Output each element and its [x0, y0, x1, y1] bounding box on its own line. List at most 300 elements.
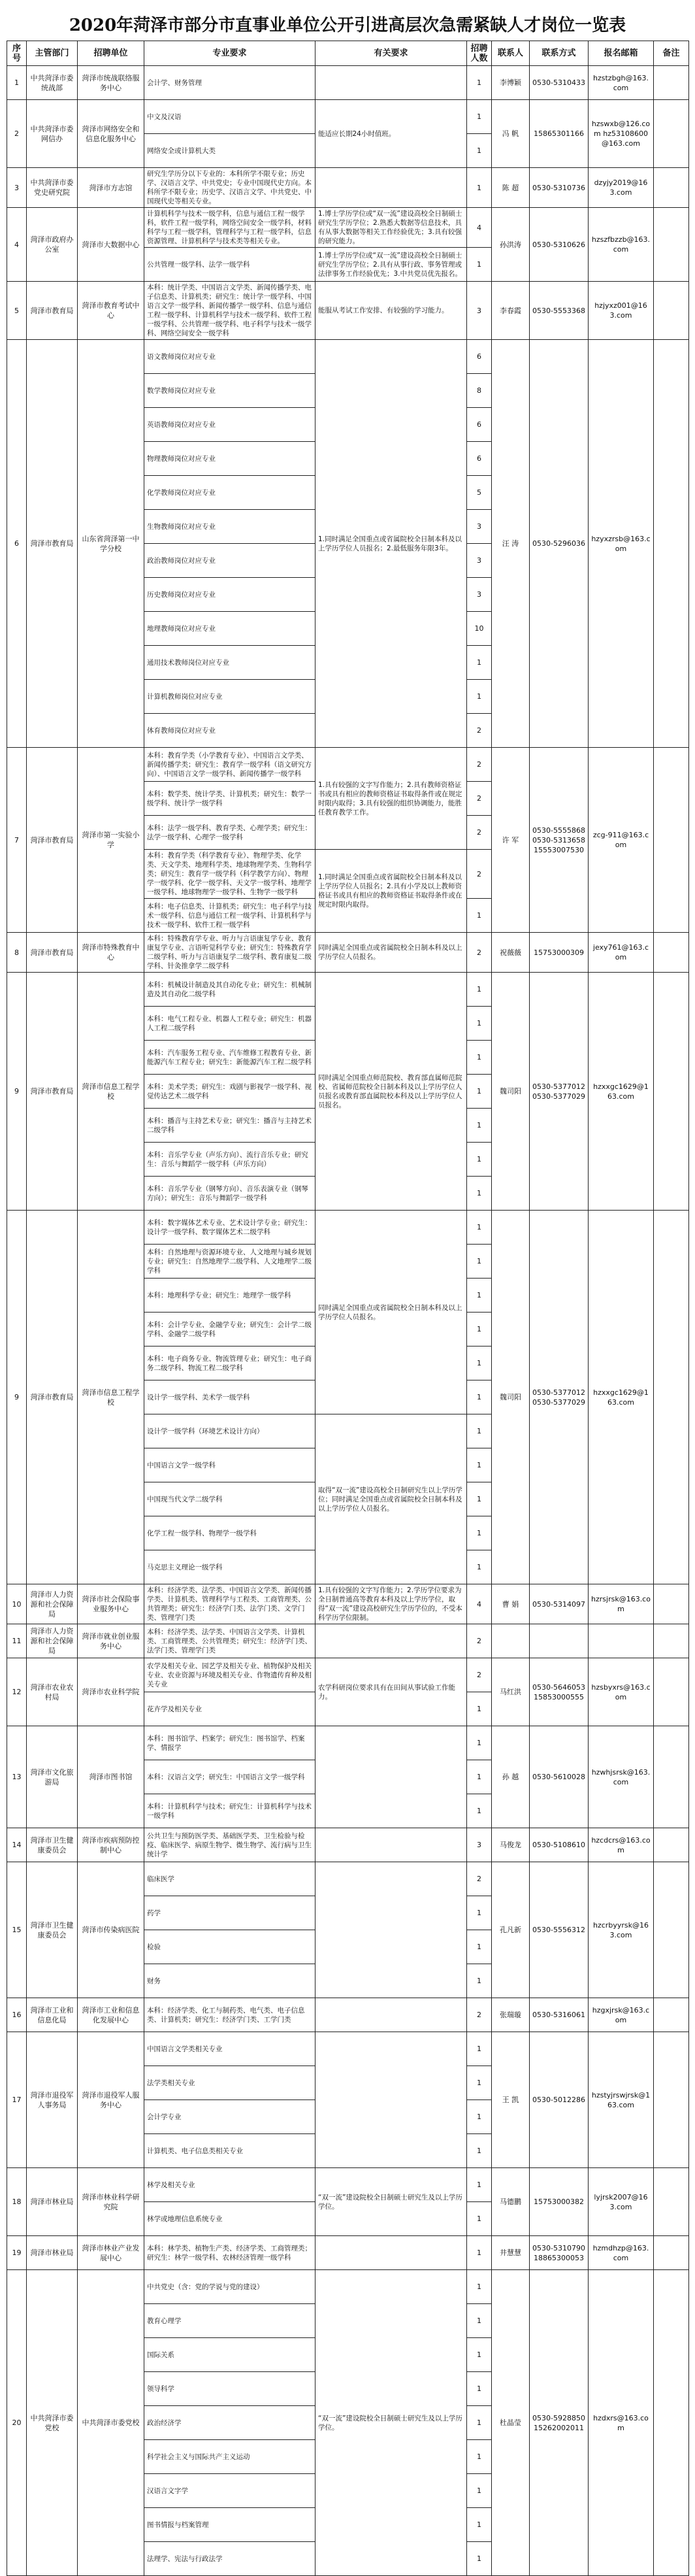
cell-count: 1 [467, 1143, 492, 1177]
cell-count: 1 [467, 1211, 492, 1245]
cell-count: 1 [467, 1380, 492, 1414]
cell-major: 本科：机械设计制造及其自动化专业；研究生：机械制造及其自动化二级学科 [144, 973, 315, 1007]
cell-note [654, 1862, 689, 1998]
cell-major: 化学工程一级学科、物理学一级学科 [144, 1516, 315, 1550]
cell-no: 13 [7, 1726, 27, 1828]
cell-count: 2 [467, 714, 492, 748]
cell-major: 本科：电气工程专业、机器人工程专业；研究生：机器人工程二级学科 [144, 1007, 315, 1041]
cell-phone: 0530-5314097 [530, 1584, 589, 1624]
cell-unit: 菏泽市退役军人服务中心 [78, 2032, 144, 2168]
cell-email: zcg-911@163.com [589, 748, 654, 933]
cell-contact: 魏司阳 [492, 1211, 530, 1584]
cell-note [654, 340, 689, 748]
cell-major: 本科：特殊教育学专业、听力与言语康复学专业、教育康复学专业、言语听觉科学专业；研究生：特殊教育学二级学科、听力与言语康复学二级学科、教育康复二级学科、针灸推拿学二级学科 [144, 933, 315, 973]
cell-req: 取得“双一流”建设高校全日制研究生以上学历学位；同时满足全国重点或省属院校全日制本科及以上学历学位人员报名。 [315, 1414, 467, 1584]
cell-count: 1 [467, 66, 492, 100]
cell-major: 花卉学及相关专业 [144, 1692, 315, 1726]
cell-major: 英语教师岗位对应专业 [144, 408, 315, 442]
cell-count: 1 [467, 1726, 492, 1760]
cell-req: 1.博士学历学位或“双一流”建设高校全日制硕士研究生学历学位；2.具有从事行政、事务管理或法律事务工作经验优先；3.中共党员优先报名。 [315, 248, 467, 282]
cell-major: 本科：自然地理与资源环境专业、人文地理与城乡规划专业；研究生：自然地理学二级学科、人文地理学二级学科 [144, 1245, 315, 1279]
table-header [7, 41, 689, 66]
cell-count: 1 [467, 1245, 492, 1279]
cell-note [654, 168, 689, 208]
cell-major: 公共卫生与预防医学类、基础医学类、卫生检验与检疫、临床医学、病原生物学、微生物学、流行病与卫生统计学 [144, 1828, 315, 1862]
cell-no: 15 [7, 1862, 27, 1998]
cell-count: 1 [467, 2168, 492, 2202]
cell-dept: 菏泽市人力资源和社会保障局 [27, 1624, 78, 1658]
cell-no: 5 [7, 282, 27, 340]
cell-note [654, 973, 689, 1211]
cell-count: 2 [467, 850, 492, 899]
cell-count: 3 [467, 544, 492, 578]
cell-count: 3 [467, 1828, 492, 1862]
cell-major: 本科：音乐学专业（声乐方向）、流行音乐专业；研究生：音乐与舞蹈学一级学科（声乐方向） [144, 1143, 315, 1177]
cell-unit: 菏泽市特殊教育中心 [78, 933, 144, 973]
table-row [7, 1998, 689, 2032]
cell-count: 1 [467, 646, 492, 680]
cell-unit: 菏泽市信息工程学校 [78, 973, 144, 1211]
cell-phone: 15753000309 [530, 933, 589, 973]
cell-major: 本科：汉语言文学；研究生：中国语言文学一级学科 [144, 1760, 315, 1794]
cell-unit: 菏泽市林业产业发展中心 [78, 2236, 144, 2270]
table-row [7, 2236, 689, 2270]
cell-no: 12 [7, 1658, 27, 1726]
cell-phone: 0530-5310790 18865300053 [530, 2236, 589, 2270]
table-row [7, 2032, 689, 2066]
cell-dept: 菏泽市教育局 [27, 748, 78, 933]
cell-note [654, 2032, 689, 2168]
col-header-email: 报名邮箱 [589, 41, 654, 66]
cell-major: 图书情报与档案管理 [144, 2508, 315, 2542]
cell-note [654, 282, 689, 340]
cell-no: 17 [7, 2032, 27, 2168]
cell-contact: 孔凡新 [492, 1862, 530, 1998]
cell-count: 3 [467, 282, 492, 340]
cell-major: 本科：数字媒体艺术专业、艺术设计学专业；研究生：设计学一级学科、数字媒体艺术二级学科 [144, 1211, 315, 1245]
cell-email: hzrsjrsk@163.com [589, 1584, 654, 1624]
cell-contact [492, 1624, 530, 1658]
header-row [7, 41, 689, 66]
cell-count: 1 [467, 1930, 492, 1964]
cell-email: hzcrbyyrsk@163.com [589, 1862, 654, 1998]
cell-major: 政治教师岗位对应专业 [144, 544, 315, 578]
cell-major: 公共管理一级学科、法学一级学科 [144, 248, 315, 282]
col-header-major: 专业要求 [144, 41, 315, 66]
cell-note [654, 2270, 689, 2576]
cell-count: 1 [467, 2100, 492, 2134]
cell-unit: 菏泽市社会保险事业服务中心 [78, 1584, 144, 1624]
cell-unit: 菏泽市网络安全和信息化服务中心 [78, 100, 144, 168]
cell-note [654, 2168, 689, 2236]
table-row [7, 340, 689, 374]
cell-count: 1 [467, 1109, 492, 1143]
cell-major: 法理学、宪法与行政法学 [144, 2542, 315, 2576]
cell-email: hzswxb@126.com hz53108600@163.com [589, 100, 654, 168]
cell-count: 1 [467, 1896, 492, 1930]
cell-req: 同时满足全国重点或省属院校全日制本科及以上学历学位人员报名。 [315, 1211, 467, 1414]
cell-major: 计算机教师岗位对应专业 [144, 680, 315, 714]
cell-no: 2 [7, 100, 27, 168]
cell-count: 1 [467, 680, 492, 714]
cell-dept: 菏泽市教育局 [27, 933, 78, 973]
cell-major: 本科：教育学类（科学教育专业）、物理学类、化学类、天文学类、地理科学类、地球物理学类、生物科学类；研究生：教育学一级学科（科学教学方向）、物理学一级学科、化学一级学科、天文学一级学科、地理学一级学科、地球物理学一级学科、生物学一级学科 [144, 850, 315, 899]
cell-count: 1 [467, 2440, 492, 2474]
cell-count: 1 [467, 1448, 492, 1482]
cell-count: 1 [467, 1760, 492, 1794]
cell-major: 农学及相关专业、园艺学及相关专业、植物保护及相关专业、农业资源与环境及相关专业、作物遗传育种及相关专业 [144, 1658, 315, 1692]
cell-count: 1 [467, 134, 492, 168]
cell-no: 20 [7, 2270, 27, 2576]
cell-count: 8 [467, 374, 492, 408]
cell-major: 物理教师岗位对应专业 [144, 442, 315, 476]
cell-req [315, 66, 467, 100]
cell-count: 1 [467, 100, 492, 134]
cell-phone: 0530-5316061 [530, 1998, 589, 2032]
cell-contact: 井慧慧 [492, 2236, 530, 2270]
cell-major: 会计学专业 [144, 2100, 315, 2134]
cell-phone: 0530-5108610 [530, 1828, 589, 1862]
cell-dept: 菏泽市卫生健康委员会 [27, 1862, 78, 1998]
cell-contact: 张瑞璇 [492, 1998, 530, 2032]
table-row [7, 208, 689, 248]
cell-count: 1 [467, 1516, 492, 1550]
cell-count: 1 [467, 1041, 492, 1075]
cell-major: 本科：数学类、统计学类、计算机类；研究生：数学一级学科、统计学一级学科 [144, 782, 315, 816]
cell-major: 本科：经济学类、法学类、中国语言文学类、计算机类、工商管理类、公共管理类；研究生：经济学门类、法学门类、管理学门类 [144, 1624, 315, 1658]
cell-count: 1 [467, 2032, 492, 2066]
cell-major: 本科：电子信息类、计算机类；研究生：电子科学与技术一级学科、信息与通信工程一级学科、计算机科学与技术一级学科、软件工程一级学科 [144, 899, 315, 933]
cell-count: 1 [467, 248, 492, 282]
cell-phone: 0530-5310736 [530, 168, 589, 208]
cell-phone: 15865301166 [530, 100, 589, 168]
cell-unit: 菏泽市疾病预防控制中心 [78, 1828, 144, 1862]
cell-phone: 15753000382 [530, 2168, 589, 2236]
table-row [7, 2168, 689, 2202]
table-row [7, 282, 689, 340]
cell-contact: 祝薇薇 [492, 933, 530, 973]
cell-unit: 菏泽市传染病医院 [78, 1862, 144, 1998]
table-row [7, 100, 689, 134]
cell-unit: 菏泽市农业科学院 [78, 1658, 144, 1726]
cell-major: 本科：计算机科学与技术；研究生：计算机科学与技术一级学科 [144, 1794, 315, 1828]
cell-major: 教育心理学 [144, 2304, 315, 2338]
col-header-dept: 主管部门 [27, 41, 78, 66]
cell-phone: 0530-5556312 [530, 1862, 589, 1998]
cell-phone [530, 1624, 589, 1658]
cell-note [654, 100, 689, 168]
cell-req [315, 1862, 467, 1998]
cell-count: 1 [467, 1692, 492, 1726]
cell-contact: 许 军 [492, 748, 530, 933]
cell-count: 1 [467, 1075, 492, 1109]
cell-dept: 菏泽市教育局 [27, 340, 78, 748]
cell-email: hzwhjsrsk@163.com [589, 1726, 654, 1828]
cell-dept: 菏泽市人力资源和社会保障局 [27, 1584, 78, 1624]
cell-major: 财务 [144, 1964, 315, 1998]
cell-contact: 冯 帆 [492, 100, 530, 168]
cell-major: 本科：林学类、植物生产类、经济学类、工商管理类；研究生：林学一级学科、农林经济管理一级学科 [144, 2236, 315, 2270]
cell-contact: 陈 超 [492, 168, 530, 208]
cell-phone: 0530-5310433 [530, 66, 589, 100]
cell-major: 体育教师岗位对应专业 [144, 714, 315, 748]
col-header-req: 有关要求 [315, 41, 467, 66]
cell-no: 6 [7, 340, 27, 748]
table-row [7, 1862, 689, 1896]
cell-count: 6 [467, 442, 492, 476]
cell-dept: 菏泽市教育局 [27, 282, 78, 340]
cell-email: hzyxzrsb@163.com [589, 340, 654, 748]
cell-count: 1 [467, 2304, 492, 2338]
cell-major: 设计学一级学科（环境艺术设计方向） [144, 1414, 315, 1448]
cell-contact: 魏司阳 [492, 973, 530, 1211]
cell-major: 语文教师岗位对应专业 [144, 340, 315, 374]
cell-email: hzgxjrsk@163.com [589, 1998, 654, 2032]
cell-req [315, 1624, 467, 1658]
cell-major: 研究生学历分以下专业的：本科所学不限专业；历史学、汉语言文学、中共党史；专业中国现代史方向。本科所学不限专业；历史学、汉语言文学、中共党史、中国现代史等相关专业。 [144, 168, 315, 208]
cell-major: 中国语言文学类相关专业 [144, 2032, 315, 2066]
cell-count: 1 [467, 1313, 492, 1347]
cell-req [315, 1726, 467, 1828]
cell-email: hzcdcrs@163.com [589, 1828, 654, 1862]
cell-phone: 0530-5310626 [530, 208, 589, 282]
col-header-phone: 联系方式 [530, 41, 589, 66]
table-row [7, 933, 689, 973]
cell-email: dzyjy2019@163.com [589, 168, 654, 208]
cell-count: 1 [467, 899, 492, 933]
cell-phone: 0530-5377012 0530-5377029 [530, 1211, 589, 1584]
cell-no: 3 [7, 168, 27, 208]
cell-count: 1 [467, 168, 492, 208]
cell-count: 2 [467, 1658, 492, 1692]
col-header-no: 序号 [7, 41, 27, 66]
cell-phone: 0530-5928850 15262002011 [530, 2270, 589, 2576]
cell-major: 历史教师岗位对应专业 [144, 578, 315, 612]
cell-no: 9 [7, 973, 27, 1211]
cell-no: 10 [7, 1584, 27, 1624]
cell-email: hzstyjrswjrsk@163.com [589, 2032, 654, 2168]
cell-note [654, 208, 689, 282]
cell-count: 1 [467, 2066, 492, 2100]
cell-count: 1 [467, 2542, 492, 2576]
cell-note [654, 1658, 689, 1726]
cell-phone: 0530-5646053 15853000555 [530, 1658, 589, 1726]
cell-major: 本科：地理科学专业；研究生：地理学一级学科 [144, 1279, 315, 1313]
cell-count: 2 [467, 1998, 492, 2032]
cell-count: 1 [467, 1482, 492, 1516]
cell-email: hzjyxz001@163.com [589, 282, 654, 340]
cell-contact: 李博颖 [492, 66, 530, 100]
cell-no: 18 [7, 2168, 27, 2236]
cell-dept: 中共菏泽市委党校 [27, 2270, 78, 2576]
table-row [7, 1658, 689, 1692]
cell-dept: 菏泽市林业局 [27, 2236, 78, 2270]
cell-contact: 孙洪涛 [492, 208, 530, 282]
cell-unit: 菏泽市就业创业服务中心 [78, 1624, 144, 1658]
cell-unit: 菏泽市大数据中心 [78, 208, 144, 282]
cell-count: 1 [467, 1794, 492, 1828]
cell-count: 1 [467, 2372, 492, 2406]
cell-major: 通用技术教师岗位对应专业 [144, 646, 315, 680]
table-row [7, 168, 689, 208]
cell-no: 19 [7, 2236, 27, 2270]
cell-req: 1.具有较强的文字写作能力；2.具有教师资格证书或具有相应的教师资格证书取得条件或在规定时限内取得；3.具有较强的组织协调能力，能胜任教育教学工作。 [315, 748, 467, 850]
cell-count: 6 [467, 408, 492, 442]
cell-no: 14 [7, 1828, 27, 1862]
cell-count: 2 [467, 816, 492, 850]
table-row [7, 66, 689, 100]
cell-major: 计算机科学与技术一级学科，信息与通信工程一级学科，软件工程一级学科，网络空间安全一级学科，材料科学与工程一级学科，管理科学与工程一级学科，信息资源管理、计算机科学与技术类等相关专业。 [144, 208, 315, 248]
cell-unit: 菏泽市林业科学研究院 [78, 2168, 144, 2236]
cell-major: 本科：法学一级学科、教育学类、心理学类；研究生：法学一级学科、心理学一级学科 [144, 816, 315, 850]
cell-req [315, 1998, 467, 2032]
cell-major: 本科：会计学专业、金融学专业；研究生：会计学二级学科、金融学二级学科 [144, 1313, 315, 1347]
cell-no: 8 [7, 933, 27, 973]
cell-email: hzsbyxrs@163.com [589, 1658, 654, 1726]
cell-note [654, 66, 689, 100]
cell-major: 马克思主义理论一级学科 [144, 1550, 315, 1584]
cell-unit: 菏泽市图书馆 [78, 1726, 144, 1828]
cell-phone: 0530-5296036 [530, 340, 589, 748]
cell-count: 1 [467, 2134, 492, 2168]
cell-unit: 菏泽市信息工程学校 [78, 1211, 144, 1584]
cell-dept: 菏泽市文化旅游局 [27, 1726, 78, 1828]
cell-req [315, 2236, 467, 2270]
cell-count: 1 [467, 1279, 492, 1313]
cell-major: 临床医学 [144, 1862, 315, 1896]
cell-count: 1 [467, 1414, 492, 1448]
cell-contact: 汪 涛 [492, 340, 530, 748]
cell-major: 政治经济学 [144, 2406, 315, 2440]
cell-phone: 0530-5553368 [530, 282, 589, 340]
cell-major: 检验 [144, 1930, 315, 1964]
cell-major: 数学教师岗位对应专业 [144, 374, 315, 408]
table-row [7, 2270, 689, 2304]
table-row [7, 748, 689, 782]
cell-major: 计算机类、电子信息类相关专业 [144, 2134, 315, 2168]
cell-req: “双一流”建设院校全日制硕士研究生及以上学历学位。 [315, 2270, 467, 2576]
cell-dept: 菏泽市工业和信息化局 [27, 1998, 78, 2032]
cell-dept: 菏泽市退役军人事务局 [27, 2032, 78, 2168]
cell-req: 同时满足全国重点师范院校、教育部直属师范院校、省属师范院校全日制本科及以上学历学位人员报名或教育部直属院校本科及以上学历学位人员报名。 [315, 973, 467, 1211]
cell-major: 会计学、财务管理 [144, 66, 315, 100]
cell-major: 本科：汽车服务工程专业、汽车维修工程教育专业、新能源汽车工程专业；研究生：新能源汽车工程二级学科 [144, 1041, 315, 1075]
cell-req: 1.具有较强的文字写作能力；2.学历学位要求为全日制普通高等教育本科及以上学历学位，取得“双一流”建设高校研究生学历学位的，不受本科学历学位限制。 [315, 1584, 467, 1624]
cell-unit: 中共菏泽市委党校 [78, 2270, 144, 2576]
cell-count: 1 [467, 973, 492, 1007]
cell-dept: 菏泽市政府办公室 [27, 208, 78, 282]
cell-dept: 中共菏泽市委网信办 [27, 100, 78, 168]
cell-contact: 马德鹏 [492, 2168, 530, 2236]
cell-major: 林学或地理信息系统专业 [144, 2202, 315, 2236]
cell-req: 1.同时满足全国重点或省属院校全日制本科及以上学历学位人员报名；2.具有小学及以上教师资格证书或具有相应的教师资格证书取得条件或在规定时限内取得。 [315, 850, 467, 933]
cell-unit: 山东省菏泽第一中学分校 [78, 340, 144, 748]
cell-count: 1 [467, 1964, 492, 1998]
cell-contact: 王 凯 [492, 2032, 530, 2168]
table-row [7, 1726, 689, 1760]
table-row [7, 1211, 689, 1245]
cell-note [654, 748, 689, 933]
cell-count: 2 [467, 933, 492, 973]
cell-req: 1.博士学历学位或“双一流”建设高校全日制硕士研究生学历学位；2.熟悉大数据等信息技术，具有从事大数据等相关工作经验优先；3.具有较强的研究能力。 [315, 208, 467, 248]
cell-count: 1 [467, 2508, 492, 2542]
cell-count: 4 [467, 208, 492, 248]
cell-count: 1 [467, 2236, 492, 2270]
cell-count: 2 [467, 748, 492, 782]
cell-contact: 孙 越 [492, 1726, 530, 1828]
cell-req [315, 168, 467, 208]
table-row [7, 1624, 689, 1658]
cell-count: 1 [467, 2202, 492, 2236]
cell-major: 国际关系 [144, 2338, 315, 2372]
cell-contact: 马红洪 [492, 1658, 530, 1726]
table-body [7, 66, 689, 2576]
col-header-count: 招聘人数 [467, 41, 492, 66]
cell-count: 1 [467, 1550, 492, 1584]
cell-major: 地理教师岗位对应专业 [144, 612, 315, 646]
cell-contact: 曹 娟 [492, 1584, 530, 1624]
cell-email: hzdxrs@163.com [589, 2270, 654, 2576]
cell-count: 1 [467, 1007, 492, 1041]
cell-note [654, 933, 689, 973]
col-header-unit: 招聘单位 [78, 41, 144, 66]
cell-major: 网络安全或计算机大类 [144, 134, 315, 168]
cell-count: 10 [467, 612, 492, 646]
cell-major: 本科：播音与主持艺术专业；研究生：播音与主持艺术二级学科 [144, 1109, 315, 1143]
cell-note [654, 1998, 689, 2032]
cell-no: 16 [7, 1998, 27, 2032]
cell-email: jexy761@163.com [589, 933, 654, 973]
cell-unit: 菏泽市教育考试中心 [78, 282, 144, 340]
cell-contact: 马俊龙 [492, 1828, 530, 1862]
table-row [7, 1828, 689, 1862]
page-title: 2020年菏泽市部分市直事业单位公开引进高层次急需紧缺人才岗位一览表 [69, 16, 626, 35]
cell-no: 11 [7, 1624, 27, 1658]
cell-unit: 菏泽市工业和信息化发展中心 [78, 1998, 144, 2032]
cell-no: 9 [7, 1211, 27, 1584]
cell-no: 1 [7, 66, 27, 100]
cell-note [654, 2236, 689, 2270]
cell-dept: 菏泽市林业局 [27, 2168, 78, 2236]
cell-unit: 菏泽市方志馆 [78, 168, 144, 208]
cell-contact: 杜晶莹 [492, 2270, 530, 2576]
cell-req: 能服从考试工作安排、有较强的学习能力。 [315, 282, 467, 340]
cell-major: 本科：电子商务专业、物流管理专业；研究生：电子商务二级学科、物流工程二级学科 [144, 1347, 315, 1380]
positions-table [7, 41, 689, 2576]
cell-major: 林学及相关专业 [144, 2168, 315, 2202]
cell-phone: 0530-5610028 [530, 1726, 589, 1828]
cell-note [654, 1828, 689, 1862]
cell-dept: 菏泽市卫生健康委员会 [27, 1828, 78, 1862]
cell-major: 领导科学 [144, 2372, 315, 2406]
cell-req: 农学科研岗位要求具有在田间从事试验工作能力。 [315, 1658, 467, 1726]
cell-count: 3 [467, 578, 492, 612]
cell-major: 本科：美术学类；研究生：戏剧与影视学一级学科、视觉传达艺术二级学科 [144, 1075, 315, 1109]
cell-email: hzxxgc1629@163.com [589, 1211, 654, 1584]
cell-major: 汉语言文字学 [144, 2474, 315, 2508]
cell-count: 1 [467, 2406, 492, 2440]
cell-email: hzszfbzzb@163.com [589, 208, 654, 282]
cell-major: 本科：经济学类、化工与制药类、电气类、电子信息类、计算机类；研究生：经济学门类、工学门类 [144, 1998, 315, 2032]
cell-major: 生物教师岗位对应专业 [144, 510, 315, 544]
cell-req: 1.同时满足全国重点或省属院校全日制本科及以上学历学位人员报名；2.最低服务年限3年。 [315, 340, 467, 748]
cell-major: 本科：统计学类、中国语言文学类、新闻传播学类、电子信息类、计算机类；研究生：统计学一级学科、中国语言文学一级学科、新闻传播学一级学科、信息与通信工程一级学科、计算机科学与技术一级学科、软件工程一级学科、公共管理一级学科、电子科学与技术一级学科、网络空间安全一级学科 [144, 282, 315, 340]
cell-phone: 0530-5377012 0530-5377029 [530, 973, 589, 1211]
cell-major: 本科：经济学类、法学类、中国语言文学类、新闻传播学类、计算机类、管理科学与工程类、工商管理类、公共管理类；研究生：经济学门类、法学门类、文学门类、管理学门类 [144, 1584, 315, 1624]
cell-note [654, 1211, 689, 1584]
cell-no: 7 [7, 748, 27, 933]
cell-phone: 0530-5555868 0530-5313658 15553007530 [530, 748, 589, 933]
